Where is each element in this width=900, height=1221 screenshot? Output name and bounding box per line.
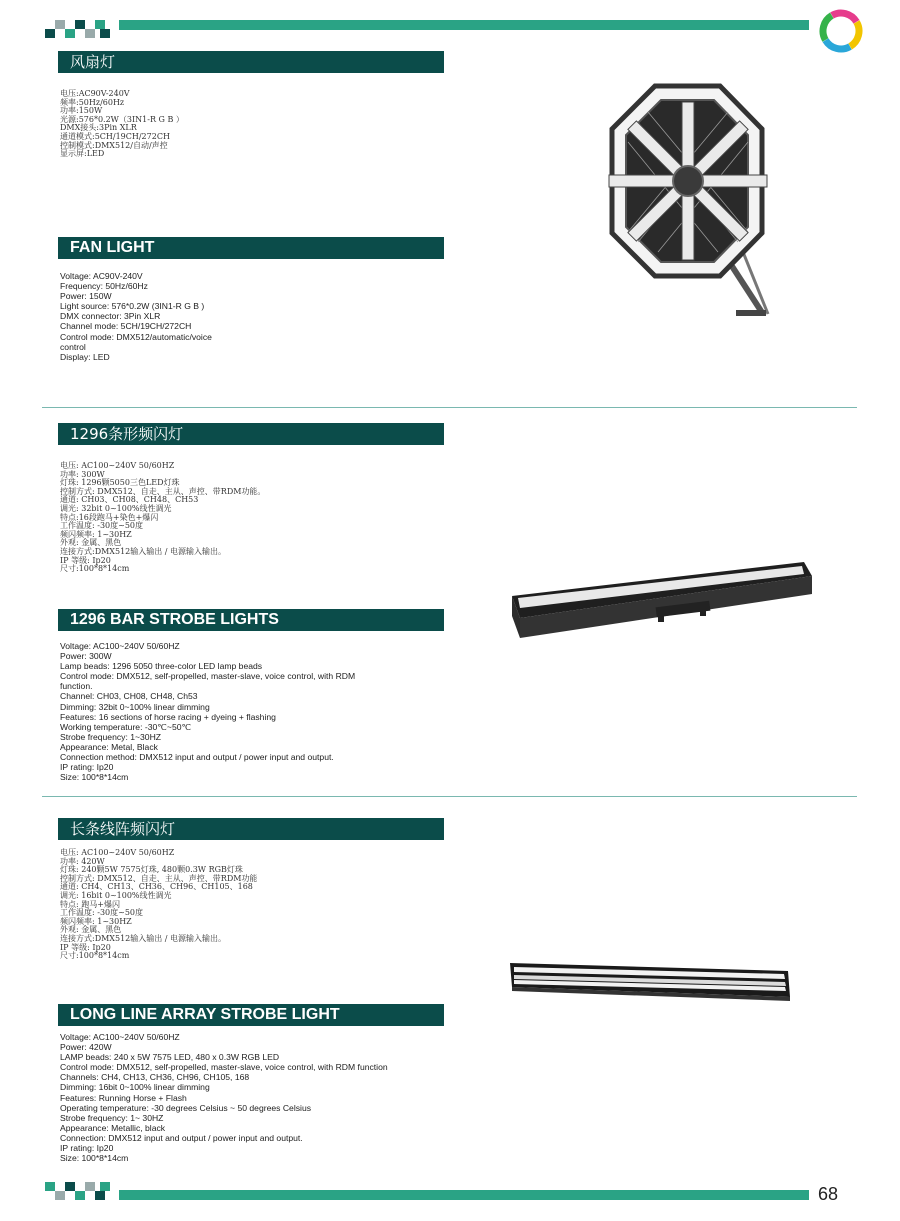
spec-line: Channel mode: 5CH/19CH/272CH — [60, 321, 192, 332]
fan-light-product-image — [598, 82, 780, 322]
section1-en-title: FAN LIGHT — [58, 237, 444, 259]
spec-line: LAMP beads: 240 x 5W 7575 LED, 480 x 0.3W RGB LED — [60, 1052, 280, 1063]
top-accent-bar — [119, 20, 809, 30]
spec-line: Dimming: 32bit 0~100% linear dimming — [60, 701, 210, 712]
spec-line: 控制模式:DMX512/自动/声控 — [60, 140, 168, 150]
spec-line: 光源:576*0.2W（3IN1-R G B ） — [60, 114, 184, 124]
spec-line: 功率:150W — [60, 106, 103, 116]
spec-line: 特点: 跑马+爆闪 — [60, 899, 120, 909]
spec-line: 显示屏:LED — [60, 149, 105, 159]
brand-logo-icon — [818, 8, 864, 54]
section2-cn-specs — [60, 462, 265, 574]
section3-en-title: LONG LINE ARRAY STROBE LIGHT — [58, 1004, 444, 1026]
spec-line: 调光: 32bit 0~100%线性调光 — [60, 503, 172, 513]
spec-line: 调光: 16bit 0~100%线性调光 — [60, 890, 172, 900]
spec-line: 外观: 金属、黑色 — [60, 538, 122, 548]
spec-line: Size: 100*8*14cm — [60, 772, 129, 783]
spec-line: IP 等级: Ip20 — [60, 942, 111, 952]
spec-line: 频率:50Hz/60Hz — [60, 97, 125, 107]
spec-line: Working temperature: -30℃~50℃ — [60, 721, 192, 732]
spec-line: 特点:16段跑马+染色+爆闪 — [60, 512, 159, 522]
section3-cn-title: 长条线阵频闪灯 — [58, 818, 444, 840]
section2-en-specs — [60, 641, 355, 782]
spec-line: Control mode: DMX512, self-propelled, master-slave, voice control, with RDM — [60, 671, 356, 682]
spec-line: Appearance: Metal, Black — [60, 741, 158, 752]
section2-cn-title: 1296条形频闪灯 — [58, 423, 444, 445]
spec-line: 通道模式:5CH/19CH/272CH — [60, 131, 170, 141]
spec-line: 工作温度: -30度~50度 — [60, 521, 144, 531]
section3-en-specs — [60, 1032, 388, 1163]
spec-line: Light source: 576*0.2W (3IN1-R G B ) — [60, 301, 205, 312]
spec-line: Channels: CH4, CH13, CH36, CH96, CH105, 168 — [60, 1072, 250, 1083]
bottom-accent-bar — [119, 1190, 809, 1200]
spec-line: Connection: DMX512 input and output / power input and output. — [60, 1132, 303, 1143]
spec-line: Control mode: DMX512, self-propelled, master-slave, voice control, with RDM function — [60, 1062, 388, 1073]
spec-line: 灯珠: 240颗5W 7575灯珠, 480颗0.3W RGB灯珠 — [60, 865, 243, 875]
spec-line: Features: Running Horse + Flash — [60, 1092, 187, 1103]
spec-line: 功率: 300W — [60, 469, 105, 479]
spec-line: 电压: AC100~240V 50/60HZ — [60, 461, 175, 470]
spec-line: 连接方式:DMX512输入输出 / 电源输入输出。 — [60, 933, 227, 943]
spec-line: 连接方式:DMX512输入输出 / 电源输入输出。 — [60, 546, 227, 556]
spec-line: Power: 150W — [60, 291, 112, 302]
spec-line: 工作温度: -30度~50度 — [60, 908, 144, 918]
spec-line: 频闪频率: 1~30HZ — [60, 916, 132, 926]
spec-line: Voltage: AC100~240V 50/60HZ — [60, 1032, 180, 1042]
spec-line: Connection method: DMX512 input and output / power input and output. — [60, 752, 334, 763]
spec-line: Size: 100*8*14cm — [60, 1153, 129, 1164]
page-number: 68 — [818, 1184, 839, 1204]
spec-line: Lamp beads: 1296 5050 three-color LED lamp beads — [60, 661, 263, 672]
spec-line: Dimming: 16bit 0~100% linear dimming — [60, 1082, 210, 1093]
spec-line: Control mode: DMX512/automatic/voice — [60, 331, 212, 342]
spec-line: IP rating: Ip20 — [60, 762, 114, 773]
spec-line: 通道: CH03、CH08、CH48、CH53 — [60, 495, 199, 505]
section-divider — [42, 796, 857, 797]
spec-line: 通道: CH4、CH13、CH36、CH96、CH105、168 — [60, 882, 253, 892]
spec-line: 控制方式: DMX512、自走、主从、声控、带RDM功能 — [60, 873, 258, 883]
spec-line: IP rating: Ip20 — [60, 1143, 114, 1154]
spec-line: Operating temperature: -30 degrees Celsius ~ 50 degrees Celsius — [60, 1102, 312, 1113]
spec-line: Strobe frequency: 1~30HZ — [60, 731, 162, 742]
spec-line: 功率: 420W — [60, 856, 105, 866]
spec-line: 外观: 金属、黑色 — [60, 925, 122, 935]
section1-cn-specs — [60, 90, 184, 159]
spec-line: Features: 16 sections of horse racing + dyeing + flashing — [60, 711, 276, 722]
spec-line: 灯珠: 1296颗5050三色LED灯珠 — [60, 478, 180, 488]
spec-line: control — [60, 341, 86, 352]
spec-line: Appearance: Metallic, black — [60, 1122, 166, 1133]
spec-line: 尺寸:100*8*14cm — [60, 564, 130, 574]
spec-line: Frequency: 50Hz/60Hz — [60, 281, 148, 292]
section1-cn-title: 风扇灯 — [58, 51, 444, 73]
spec-line: Power: 300W — [60, 651, 112, 662]
spec-line: 尺寸:100*8*14cm — [60, 951, 130, 961]
spec-line: Voltage: AC90V-240V — [60, 271, 143, 281]
spec-line: Voltage: AC100~240V 50/60HZ — [60, 641, 180, 651]
spec-line: Display: LED — [60, 351, 110, 362]
spec-line: 电压:AC90V-240V — [60, 89, 130, 98]
spec-line: 频闪频率: 1~30HZ — [60, 529, 132, 539]
spec-line: IP 等级: Ip20 — [60, 555, 111, 565]
spec-line: Channel: CH03, CH08, CH48, Ch53 — [60, 691, 198, 702]
spec-line: 电压: AC100~240V 50/60HZ — [60, 848, 175, 857]
top-checker-pattern — [45, 18, 110, 40]
line-array-strobe-product-image — [510, 961, 792, 1001]
section1-en-specs — [60, 271, 212, 362]
section3-cn-specs — [60, 849, 257, 961]
bar-strobe-product-image — [508, 558, 814, 640]
section-divider — [42, 407, 857, 408]
spec-line: function. — [60, 681, 93, 692]
spec-line: 控制方式: DMX512、自走、主从、声控、带RDM功能。 — [60, 486, 266, 496]
section2-en-title: 1296 BAR STROBE LIGHTS — [58, 609, 444, 631]
spec-line: DMX接头:3Pin XLR — [60, 123, 137, 133]
spec-line: DMX connector: 3Pin XLR — [60, 311, 161, 322]
spec-line: Strobe frequency: 1~ 30HZ — [60, 1112, 164, 1123]
bottom-checker-pattern — [45, 1180, 110, 1202]
spec-line: Power: 420W — [60, 1042, 112, 1053]
